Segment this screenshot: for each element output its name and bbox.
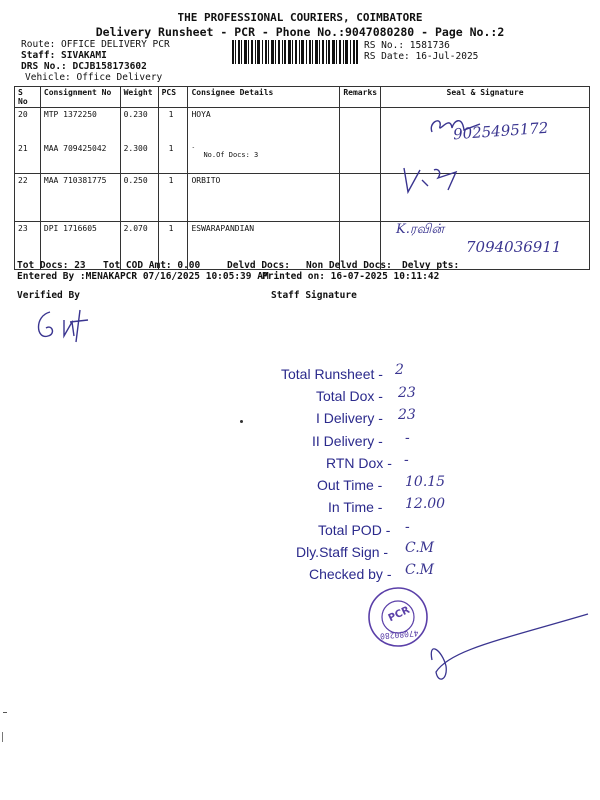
- stamp-numbers: 47080280: [379, 628, 419, 641]
- table-header-row: [15, 87, 590, 108]
- vehicle-label: Vehicle: Office Delivery: [25, 72, 163, 83]
- total-cod: Tot COD Amt: 0.00: [103, 260, 201, 271]
- ink-dot: [240, 420, 243, 423]
- summary-label: Total POD -: [318, 522, 391, 538]
- col-consignment: Consignment No: [40, 87, 120, 108]
- row-pcs: 1: [168, 144, 174, 153]
- summary-label: In Time -: [328, 499, 383, 515]
- signature-row3-name: K.ரவின்: [396, 222, 444, 237]
- summary-value: -: [405, 519, 410, 535]
- row-consignment: MTP 1372250: [43, 110, 97, 119]
- signature-row2-icon: [398, 160, 488, 196]
- col-remarks: Remarks: [340, 87, 381, 108]
- col-sno: S No: [15, 87, 41, 108]
- row-note: No.Of Docs: 3: [203, 151, 259, 159]
- summary-label: Out Time -: [317, 477, 383, 493]
- row-weight: 0.230: [123, 110, 148, 119]
- staff-signature-label: Staff Signature: [271, 290, 357, 301]
- summary-value: 10.15: [405, 474, 446, 490]
- row-consignee: ORBITO: [188, 174, 340, 222]
- summary-label: Total Runsheet -: [281, 366, 383, 382]
- summary-label: I Delivery -: [316, 410, 383, 426]
- summary-label: RTN Dox -: [326, 455, 392, 471]
- margin-mark: [2, 732, 3, 742]
- row-consignment: MAA 710381775: [40, 174, 120, 222]
- checker-signature-icon: [410, 610, 590, 690]
- summary-label: Checked by -: [309, 566, 392, 582]
- delvd-docs: Delvd Docs:: [227, 260, 290, 271]
- row-consignee: -: [191, 144, 196, 151]
- row-sno: 22: [15, 174, 41, 222]
- entered-by: Entered By :MENAKAPCR 07/16/2025 10:05:39 AM: [17, 271, 269, 282]
- row-pcs: 1: [158, 222, 188, 270]
- row-weight: 2.070: [120, 222, 158, 270]
- printed-on: Printed on: 16-07-2025 10:11:42: [262, 271, 440, 282]
- staff-label: Staff: SIVAKAMI: [21, 50, 107, 61]
- summary-label: Dly.Staff Sign -: [296, 544, 389, 560]
- barcode-icon: [232, 40, 358, 64]
- summary-value: 23: [398, 385, 416, 401]
- row-pcs: 1: [168, 110, 174, 119]
- signature-row1-phone: 9025495172: [452, 118, 549, 144]
- row-consignment: MAA 709425042: [43, 144, 107, 153]
- row-pcs: 1: [158, 174, 188, 222]
- rs-number: RS No.: 1581736: [364, 40, 450, 51]
- row-consignment: DPI 1716605: [40, 222, 120, 270]
- rs-date: RS Date: 16-Jul-2025: [364, 51, 479, 62]
- summary-value: 23: [398, 407, 416, 423]
- delvy-pts: Delvy pts:: [402, 260, 460, 271]
- row-consignee: ESWARAPANDIAN: [188, 222, 340, 270]
- company-title: THE PROFESSIONAL COURIERS, COIMBATORE: [177, 11, 423, 24]
- row-sno: 21: [18, 144, 28, 153]
- summary-value: 2: [395, 362, 404, 378]
- table-row: [15, 174, 590, 222]
- col-weight: Weight: [120, 87, 158, 108]
- summary-value: C.M: [405, 540, 434, 556]
- drs-label: DRS No.: DCJB158173602: [21, 61, 147, 72]
- summary-value: C.M: [405, 562, 434, 578]
- signature-row3-phone: 7094036911: [466, 238, 562, 256]
- summary-value: -: [404, 452, 409, 468]
- col-consignee: Consignee Details: [188, 87, 340, 108]
- stamp-text: PCR: [386, 604, 412, 625]
- margin-mark: [3, 712, 7, 713]
- route-label: Route: OFFICE DELIVERY PCR: [21, 39, 170, 50]
- summary-label: II Delivery -: [312, 433, 383, 449]
- col-seal-signature: Seal & Signature: [381, 87, 590, 108]
- row-consignee: HOYA: [191, 110, 211, 119]
- verified-signature-icon: [30, 306, 100, 346]
- summary-value: 12.00: [405, 496, 446, 512]
- runsheet-subtitle: Delivery Runsheet - PCR - Phone No.:9047080280 - Page No.:2: [95, 25, 505, 39]
- non-delvd-docs: Non Delvd Docs:: [306, 260, 392, 271]
- total-docs: Tot Docs: 23: [17, 260, 86, 271]
- summary-label: Total Dox -: [316, 388, 383, 404]
- summary-value: -: [405, 430, 410, 446]
- row-weight: 2.300: [123, 144, 148, 153]
- row-sno: 23: [15, 222, 41, 270]
- row-sno: 20: [18, 110, 28, 119]
- verified-by-label: Verified By: [17, 290, 80, 301]
- col-pcs: PCS: [158, 87, 188, 108]
- row-weight: 0.250: [120, 174, 158, 222]
- table-row: [15, 108, 590, 174]
